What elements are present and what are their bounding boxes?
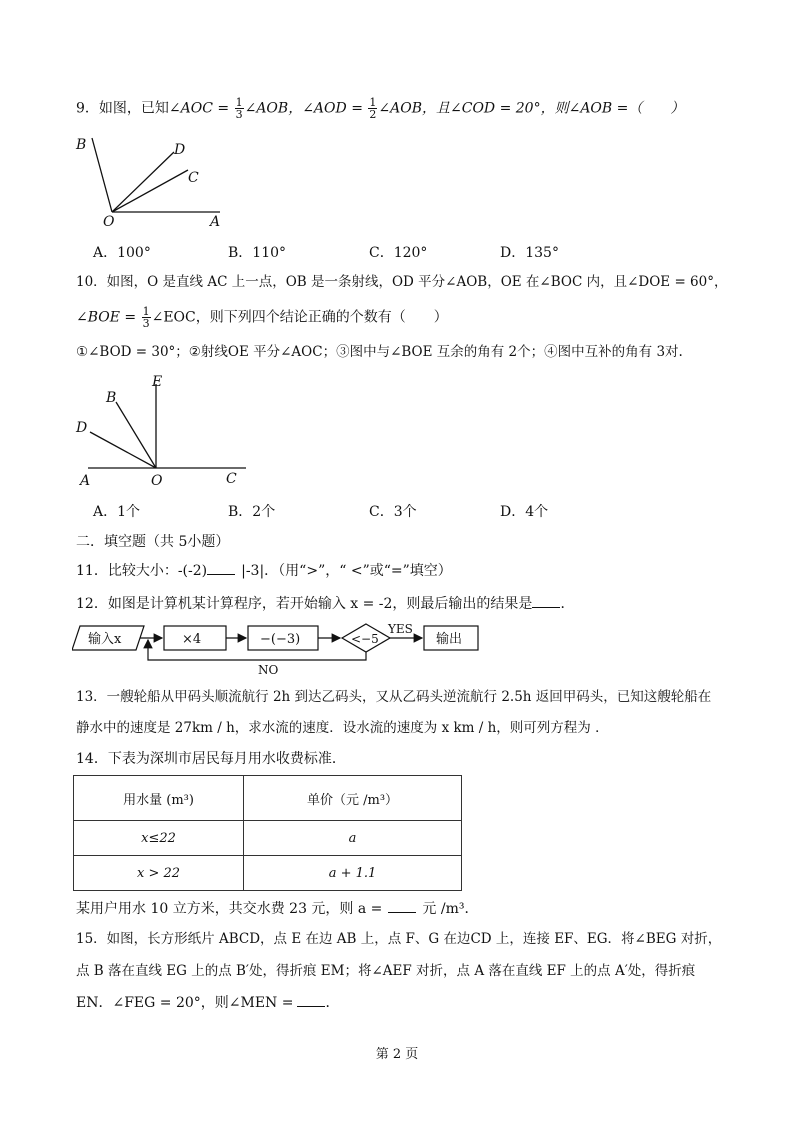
q10-conclusions: ①∠BOD = 30°；②射线OE 平分∠AOC；③图中与∠BOE 互余的角有 2个；④图中互补的角有 3对. [76,344,683,360]
answer-blank [388,899,416,913]
label-D: D [174,142,186,158]
label-C: C [188,170,199,186]
label-A: A [210,214,221,230]
flow-output-label: 输出 [436,632,463,647]
label-C: C [226,471,237,487]
flow-condition-label: <−5 [351,632,379,646]
table-header: 单价（元 /m³） [244,776,462,821]
table-header: 用水量 (m³) [74,776,244,821]
q9-option-d: D．135° [500,245,559,261]
fraction: $\frac{1}{2}$ [369,96,377,121]
table-cell: a [244,821,462,856]
q10-stem-line2: ∠BOE = $\frac{1}{3}$ ∠EOC，则下列四个结论正确的个数有（ ） [76,305,448,330]
table-cell: x≤22 [74,821,244,856]
q15-stem-line2: 点 B 落在直线 EG 上的点 B′处，得折痕 EM；将∠AEF 对折，点 A 落在直线 EF 上的点 A′处，得折痕 [76,963,696,979]
label-D: D [76,420,88,436]
q15-stem-line3: EN．∠FEG = 20°，则∠MEN = ． [76,995,340,1011]
q9-option-c: C．120° [369,245,428,261]
q10-option-b: B．2个 [228,504,276,520]
page-number: 第 2 页 [375,1047,419,1062]
answer-blank [297,993,325,1007]
table-cell: a + 1.1 [244,856,462,891]
label-A: A [80,473,91,489]
q10-option-c: C．3个 [369,504,417,520]
answer-blank [532,594,560,608]
fraction: $\frac{1}{3}$ [235,96,243,121]
answer-blank [207,561,235,575]
q9-option-a: A．100° [93,245,151,261]
table-cell: x > 22 [74,856,244,891]
fraction: $\frac{1}{3}$ [142,305,150,330]
q13-stem-line1: 13．一艘轮船从甲码头顺流航行 2h 到达乙码头，又从乙码头逆流航行 2.5h 返回甲码头，已知这艘轮船在 [76,689,712,705]
q11-stem: 11．比较大小：-(-2) |-3|．（用“>”，“ <”或“=”填空） [76,563,452,579]
flow-step1-label: ×4 [182,632,202,647]
label-B: B [76,137,87,153]
q10-option-a: A．1个 [93,504,141,520]
table-row [74,821,462,856]
q12-stem: 12．如图是计算机某计算程序，若开始输入 x = -2，则最后输出的结果是 ． [76,596,575,612]
label-E: E [152,374,163,390]
flow-input-label: 输入x [88,632,122,647]
section-heading: 二．填空题（共 5小题） [76,534,230,550]
flow-no-label: NO [258,663,279,676]
flow-step2-label: −(−3) [260,632,301,647]
q12-flowchart [72,620,482,676]
label-O: O [103,214,115,230]
flow-yes-label: YES [388,622,413,636]
q9-stem: 9．如图，已知∠AOC = $\frac{1}{3}$ ∠AOB，∠AOD = $\frac{1}{2}$ ∠AOB，且∠COD = 20°，则∠AOB =（ ） [76,96,685,121]
water-fee-table [73,775,462,891]
label-B: B [106,390,117,406]
table-row [74,856,462,891]
q10-option-d: D．4个 [500,504,549,520]
table-header-row [74,776,462,821]
q15-stem-line1: 15．如图，长方形纸片 ABCD，点 E 在边 AB 上，点 F、G 在边CD 上，连接 EF、EG．将∠BEG 对折， [76,931,722,947]
q10-stem-line1: 10．如图，O 是直线 AC 上一点，OB 是一条射线，OD 平分∠AOB，OE 在∠BOC 内，且∠DOE = 60°， [76,274,728,290]
q9-angle-figure [70,130,240,230]
q9-option-b: B．110° [228,245,287,261]
q13-stem-line2: 静水中的速度是 27km / h，求水流的速度．设水流的速度为 x km / h，则可列方程为 ． [76,720,609,736]
q14-question: 某用户用水 10 立方米，共交水费 23 元，则 a = 元 /m³． [76,901,479,917]
q14-stem: 14．下表为深圳市居民每月用水收费标准． [76,751,346,767]
q10-angle-figure [70,372,250,492]
label-O: O [151,473,163,489]
